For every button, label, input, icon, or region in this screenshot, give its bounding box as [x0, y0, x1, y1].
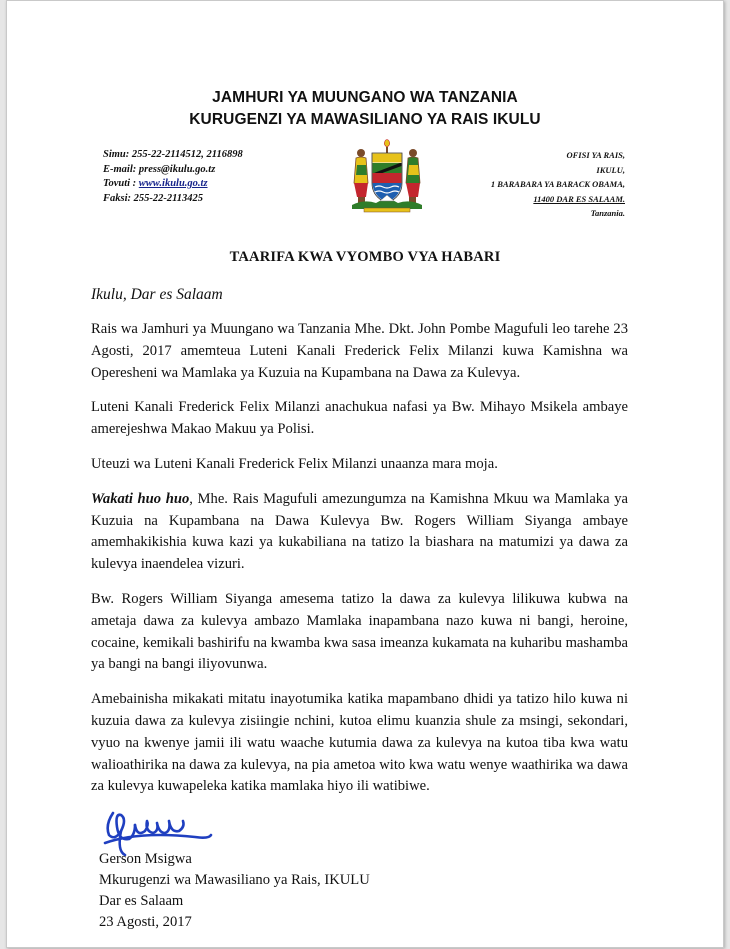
- right-supporter-figure: [406, 149, 420, 205]
- left-supporter-figure: [354, 149, 368, 205]
- signoff-block: [99, 849, 370, 933]
- office-line-1: OFISI YA RAIS,: [566, 150, 625, 160]
- paragraph-5: Bw. Rogers William Siyanga amesema tatizo la dawa za kulevya lilikuwa kubwa na ametaja dawa za kulevya ambazo Mamlaka inapambana nazo kuwa ni bangi, heroine, cocaine, kemikali bashirifu na kwamba kwa sasa imeanza kukamata na kuharibu mashamba ya bangi na bangi iliyovunwa.: [91, 590, 628, 673]
- paragraph-4: [91, 489, 628, 576]
- office-line-2: IKULU,: [596, 164, 625, 175]
- document-page: [6, 0, 724, 948]
- header-line-1: JAMHURI YA MUUNGANO WA TANZANIA: [212, 89, 518, 106]
- signatory-name: Gerson Msigwa: [99, 851, 192, 867]
- signoff-place: Dar es Salaam: [99, 893, 184, 909]
- paragraph-2: Luteni Kanali Frederick Felix Milanzi anachukua nafasi ya Bw. Mihayo Msikela ambaye amerejeshwa Makao Makuu ya Polisi.: [91, 399, 628, 438]
- website-label: Tovuti :: [103, 178, 139, 189]
- dateline: Ikulu, Dar es Salaam: [91, 286, 223, 303]
- office-line-5: Tanzania.: [590, 208, 625, 218]
- paragraph-1: Rais wa Jamhuri ya Muungano wa Tanzania Mhe. Dkt. John Pombe Magufuli leo tarehe 23 Agosti, 2017 amemteua Luteni Kanali Frederick Felix Milanzi kuwa Kamishna wa Operesheni wa Mamlaka ya Kuzuia na Kupambana na Dawa za Kulevya.: [91, 321, 628, 381]
- email-line: E-mail: press@ikulu.go.tz: [103, 163, 216, 175]
- office-line-3: 1 BARABARA YA BARACK OBAMA,: [490, 179, 625, 189]
- document-body: [91, 319, 628, 811]
- paragraph-4-lead: Wakati huo huo: [91, 490, 190, 507]
- paragraph-3: Uteuzi wa Luteni Kanali Frederick Felix Milanzi unaanza mara moja.: [91, 455, 498, 472]
- paragraph-6: Amebainisha mikakati mitatu inayotumika katika mapambano dhidi ya tatizo hilo kuwa ni kuzuia dawa za kulevya zisiingie nchini, kutoa elimu kuanzia shule za msingi, sekondari, vyuo na kwenye jamii ili watu waache kutumia dawa za kulevya na kutoa tiba kwa watu walioathirika na dawa za kulevya, na pia ametoa wito kwa watu wenye waathirika wa dawa za kulevya kuwapeleka katika mamlaka hiyo ili watibiwe.: [91, 691, 628, 795]
- website-line: [103, 177, 243, 192]
- office-line-4: 11400 DAR ES SALAAM.: [533, 193, 625, 204]
- contact-block: [103, 148, 243, 206]
- phone-line: Simu: 255-22-2114512, 2116898: [103, 149, 243, 160]
- paragraph-4-rest: , Mhe. Rais Magufuli amezungumza na Kamishna Mkuu wa Mamlaka ya Kuzuia na Kupambana na Dawa Kulevya Bw. Rogers William Siyanga ambaye amemhakikishia kuwa kazi ya kukabiliana na tatizo la biashara na matumizi ya dawa za kulevya inaendelea vizuri.: [91, 490, 628, 573]
- signatory-position: Mkurugenzi wa Mawasiliano ya Rais, IKULU: [99, 872, 370, 888]
- office-address-block: [491, 148, 625, 221]
- coat-of-arms-icon: [344, 139, 430, 213]
- press-release-title: TAARIFA KWA VYOMBO VYA HABARI: [229, 249, 501, 265]
- header-line-2: KURUGENZI YA MAWASILIANO YA RAIS IKULU: [189, 111, 541, 128]
- website-link[interactable]: www.ikulu.go.tz: [138, 178, 208, 189]
- fax-line: Faksi: 255-22-2113425: [103, 192, 204, 204]
- signoff-date: 23 Agosti, 2017: [99, 914, 192, 930]
